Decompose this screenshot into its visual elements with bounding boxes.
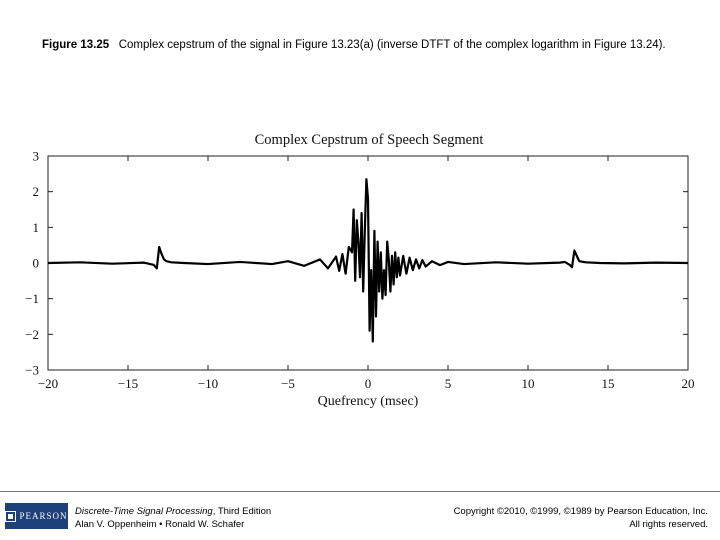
footer-divider <box>0 491 720 492</box>
logo-text: PEARSON <box>19 511 68 521</box>
logo-mark-icon <box>5 511 16 522</box>
y-tick-label: 0 <box>32 255 39 271</box>
rights-text: All rights reserved. <box>629 519 708 530</box>
y-tick-label: −1 <box>25 291 39 307</box>
book-info <box>75 505 271 531</box>
x-tick-label: −5 <box>281 376 295 391</box>
x-tick-label: −15 <box>117 376 139 391</box>
figure-caption <box>42 37 682 54</box>
x-tick-label: 5 <box>444 376 452 391</box>
copyright-text: Copyright ©2010, ©1999, ©1989 by Pearson Education, Inc. <box>453 506 708 517</box>
y-tick-label: 2 <box>32 184 39 200</box>
cepstrum-line <box>48 179 688 341</box>
cepstrum-chart <box>0 120 720 420</box>
book-title: Discrete-Time Signal Processing <box>75 506 213 517</box>
book-edition: , Third Edition <box>212 506 272 517</box>
y-tick-label: 3 <box>32 148 39 164</box>
book-authors: Alan V. Oppenheim • Ronald W. Schafer <box>75 519 245 530</box>
copyright-block <box>454 505 708 531</box>
figure-label: Figure 13.25 <box>42 39 110 51</box>
x-tick-label: 20 <box>681 376 695 391</box>
x-axis-label: Quefrency (msec) <box>317 394 419 409</box>
x-tick-label: 10 <box>521 376 535 391</box>
y-tick-label: −2 <box>25 326 39 342</box>
x-tick-label: 15 <box>601 376 615 391</box>
x-tick-label: 0 <box>364 376 372 391</box>
x-tick-label: −20 <box>37 376 59 391</box>
pearson-logo <box>5 503 68 529</box>
chart-title: Complex Cepstrum of Speech Segment <box>254 132 484 148</box>
x-tick-label: −10 <box>197 376 219 391</box>
y-tick-label: −3 <box>25 362 39 378</box>
figure-caption-text: Complex cepstrum of the signal in Figure 13.23(a) (inverse DTFT of the complex logarithm in Figure 13.24). <box>118 39 666 51</box>
y-tick-label: 1 <box>32 219 39 235</box>
